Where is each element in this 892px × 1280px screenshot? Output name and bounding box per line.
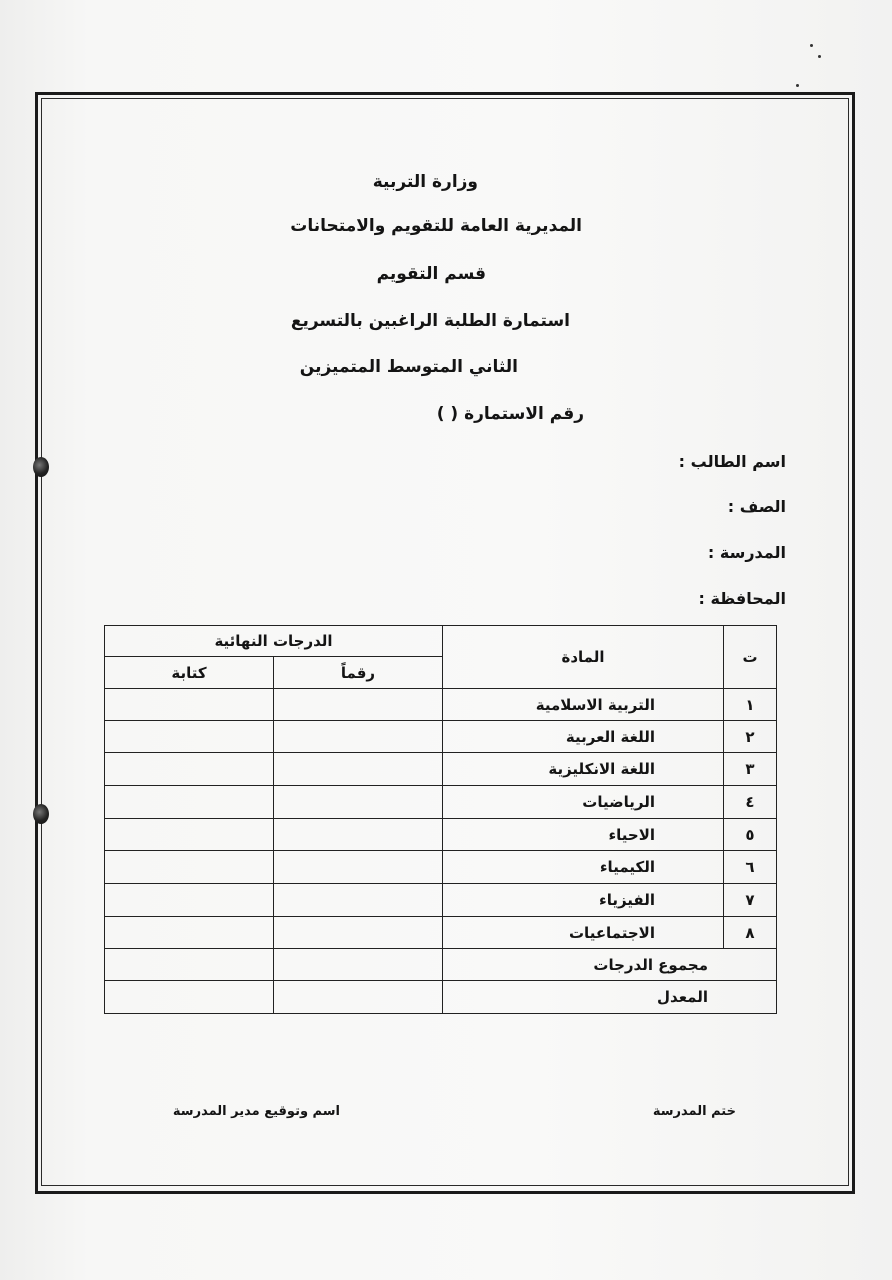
written-grade-cell[interactable]	[105, 753, 274, 786]
numeric-grade-cell[interactable]	[274, 721, 443, 753]
row-index: ٣	[724, 753, 777, 786]
row-index: ٧	[724, 884, 777, 917]
row-subject: الفيزياء	[443, 884, 724, 917]
written-grade-cell[interactable]	[105, 819, 274, 851]
table-row	[105, 786, 777, 819]
row-subject: التربية الاسلامية	[443, 689, 724, 721]
written-grade-cell[interactable]	[105, 851, 274, 884]
written-total-cell[interactable]	[105, 949, 274, 981]
row-index: ٤	[724, 786, 777, 819]
row-subject: الاجتماعيات	[443, 917, 724, 949]
grades-table	[104, 625, 777, 1014]
table-row	[105, 721, 777, 753]
ministry-title: وزارة التربية	[372, 172, 478, 192]
row-index: ٢	[724, 721, 777, 753]
numeric-grade-cell[interactable]	[274, 819, 443, 851]
ink-dot	[818, 55, 821, 58]
numeric-grade-cell[interactable]	[274, 917, 443, 949]
table-row	[105, 753, 777, 786]
written-grade-cell[interactable]	[105, 721, 274, 753]
written-average-cell[interactable]	[105, 981, 274, 1014]
table-row	[105, 884, 777, 917]
col-index-header: ت	[724, 626, 777, 689]
table-row	[105, 917, 777, 949]
form-title: استمارة الطلبة الراغبين بالتسريع	[290, 311, 570, 331]
written-grade-cell[interactable]	[105, 786, 274, 819]
grade-level: الثاني المتوسط المتميزين	[299, 357, 518, 377]
form-number: رقم الاستمارة ( )	[436, 404, 584, 424]
ink-dot	[810, 44, 813, 47]
table-row	[105, 689, 777, 721]
school-stamp-label: ختم المدرسة	[652, 1104, 736, 1119]
principal-signature-label: اسم وتوقيع مدير المدرسة	[172, 1104, 340, 1119]
numeric-grade-cell[interactable]	[274, 884, 443, 917]
table-row	[105, 851, 777, 884]
row-index: ٨	[724, 917, 777, 949]
numeric-grade-cell[interactable]	[274, 753, 443, 786]
department-title: قسم التقويم	[376, 264, 486, 284]
class-label: الصف :	[727, 497, 786, 516]
row-subject: الرياضيات	[443, 786, 724, 819]
written-grade-cell[interactable]	[105, 917, 274, 949]
numeric-grade-cell[interactable]	[274, 786, 443, 819]
punch-hole	[33, 457, 49, 477]
student-name-label: اسم الطالب :	[678, 452, 786, 471]
row-subject: اللغة الانكليزية	[443, 753, 724, 786]
col-written-header: كتابة	[105, 657, 274, 689]
row-index: ٦	[724, 851, 777, 884]
table-row	[105, 819, 777, 851]
numeric-grade-cell[interactable]	[274, 851, 443, 884]
row-subject: اللغة العربية	[443, 721, 724, 753]
col-subject-header: المادة	[443, 626, 724, 689]
row-index: ٥	[724, 819, 777, 851]
written-grade-cell[interactable]	[105, 689, 274, 721]
punch-hole	[33, 804, 49, 824]
school-label: المدرسة :	[707, 543, 786, 562]
ink-dot	[796, 84, 799, 87]
average-label: المعدل	[443, 981, 777, 1014]
directorate-title: المديرية العامة للتقويم والامتحانات	[290, 216, 582, 236]
numeric-total-cell[interactable]	[274, 949, 443, 981]
average-row	[105, 981, 777, 1014]
row-subject: الكيمياء	[443, 851, 724, 884]
governorate-label: المحافظة :	[698, 589, 786, 608]
numeric-average-cell[interactable]	[274, 981, 443, 1014]
total-label: مجموع الدرجات	[443, 949, 777, 981]
col-final-grades-header: الدرجات النهائية	[105, 626, 443, 657]
numeric-grade-cell[interactable]	[274, 689, 443, 721]
written-grade-cell[interactable]	[105, 884, 274, 917]
row-subject: الاحياء	[443, 819, 724, 851]
total-row	[105, 949, 777, 981]
col-numeric-header: رقماً	[274, 657, 443, 689]
row-index: ١	[724, 689, 777, 721]
